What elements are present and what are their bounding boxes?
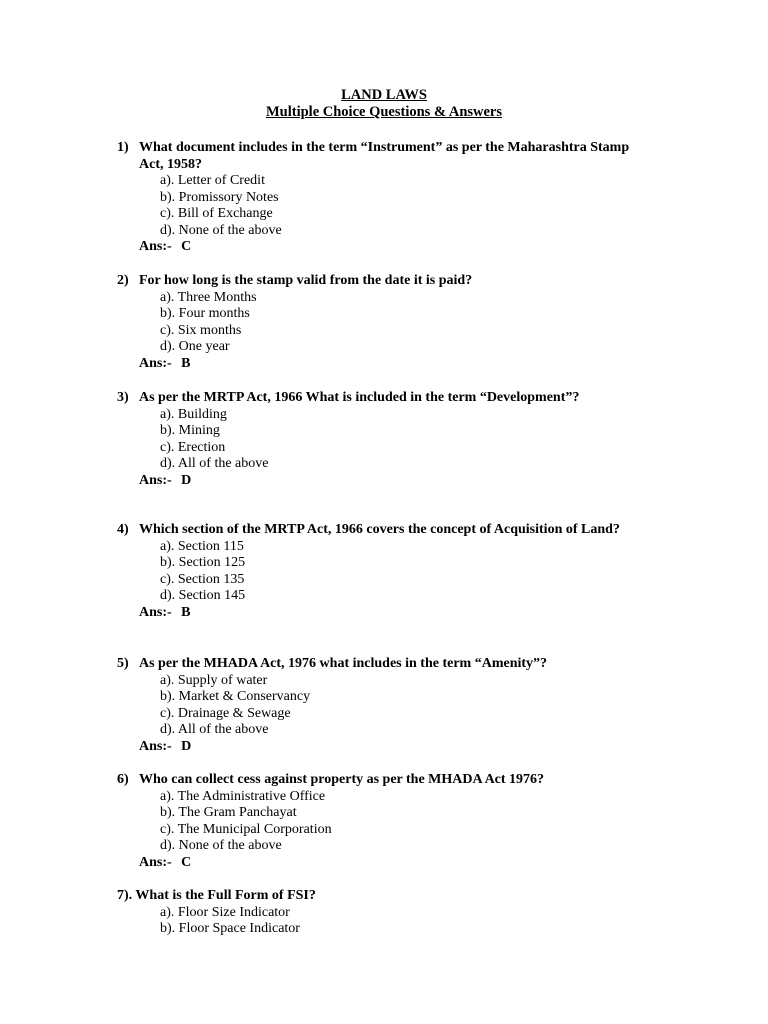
option-a: a). Letter of Credit [160, 173, 265, 188]
question-stem [117, 656, 637, 673]
option-c: c). Six months [160, 322, 242, 338]
question-number: 7). [117, 888, 133, 903]
answer-label: Ans:- [139, 854, 172, 870]
question-5 [117, 656, 637, 755]
question-text: Who can collect cess against property as per the MHADA Act 1976? [139, 772, 545, 787]
option-b: b). Market & Conservancy [160, 689, 311, 705]
question-2 [117, 273, 637, 372]
option-c: c). Erection [160, 439, 226, 455]
answer-line [139, 855, 637, 872]
option-c: c). Drainage & Sewage [160, 705, 291, 721]
question-number: 6) [117, 772, 129, 787]
answer-value: B [181, 355, 191, 371]
question-text: Which section of the MRTP Act, 1966 covers the concept of Acquisition of Land? [139, 522, 620, 537]
question-stem [117, 888, 637, 905]
question-3 [117, 390, 637, 489]
answer-value: D [181, 472, 192, 488]
question-text: What is the Full Form of FSI? [135, 888, 316, 903]
option-a: a). Supply of water [160, 672, 268, 688]
option-list [160, 407, 637, 473]
option-b: b). The Gram Panchayat [160, 805, 297, 821]
option-c: c). The Municipal Corporation [160, 821, 332, 837]
option-list [160, 173, 637, 239]
option-a: a). Building [160, 406, 227, 422]
answer-line [139, 739, 637, 756]
question-text: As per the MRTP Act, 1966 What is included in the term “Development”? [139, 390, 580, 405]
answer-label: Ans:- [139, 738, 172, 754]
question-text: As per the MHADA Act, 1976 what includes in the term “Amenity”? [139, 656, 548, 671]
question-number: 3) [117, 390, 129, 405]
option-a: a). Section 115 [160, 538, 244, 554]
question-number: 4) [117, 522, 129, 537]
option-list [160, 290, 637, 356]
option-c: c). Bill of Exchange [160, 206, 273, 222]
answer-label: Ans:- [139, 239, 172, 255]
answer-line [139, 239, 637, 256]
option-list [160, 673, 637, 739]
answer-value: D [181, 738, 192, 754]
option-b: b). Mining [160, 423, 220, 439]
question-stem [117, 140, 637, 173]
question-stem [117, 772, 637, 789]
option-d: d). None of the above [160, 222, 282, 238]
option-list [160, 789, 637, 855]
option-a: a). The Administrative Office [160, 788, 326, 804]
option-a: a). Three Months [160, 289, 257, 305]
question-text: What document includes in the term “Instrument” as per the Maharashtra Stamp Act, 1958? [139, 140, 630, 172]
question-number: 5) [117, 656, 129, 671]
answer-value: B [181, 604, 191, 620]
option-list [160, 905, 637, 938]
question-1 [117, 140, 637, 256]
option-d: d). Section 145 [160, 588, 246, 604]
option-b: b). Floor Space Indicator [160, 921, 300, 937]
option-d: d). All of the above [160, 456, 269, 472]
question-number: 1) [117, 140, 129, 155]
answer-label: Ans:- [139, 604, 172, 620]
answer-line [139, 473, 637, 490]
answer-value: C [181, 239, 192, 255]
question-text: For how long is the stamp valid from the date it is paid? [139, 273, 473, 288]
answer-label: Ans:- [139, 472, 172, 488]
option-a: a). Floor Size Indicator [160, 904, 290, 920]
question-number: 2) [117, 273, 129, 288]
option-b: b). Promissory Notes [160, 189, 279, 205]
option-b: b). Four months [160, 306, 250, 322]
question-stem [117, 273, 637, 290]
answer-label: Ans:- [139, 355, 172, 371]
answer-line [139, 356, 637, 373]
option-d: d). All of the above [160, 722, 269, 738]
question-stem [117, 390, 637, 407]
option-c: c). Section 135 [160, 571, 245, 587]
question-stem [117, 522, 637, 539]
question-6 [117, 772, 637, 871]
question-4 [117, 522, 637, 621]
option-b: b). Section 125 [160, 555, 246, 571]
option-d: d). None of the above [160, 838, 282, 854]
question-7 [117, 888, 637, 938]
option-list [160, 539, 637, 605]
document-subtitle: Multiple Choice Questions & Answers [265, 104, 503, 120]
answer-line [139, 605, 637, 622]
option-d: d). One year [160, 339, 230, 355]
document-title: LAND LAWS [341, 87, 427, 103]
answer-value: C [181, 854, 192, 870]
